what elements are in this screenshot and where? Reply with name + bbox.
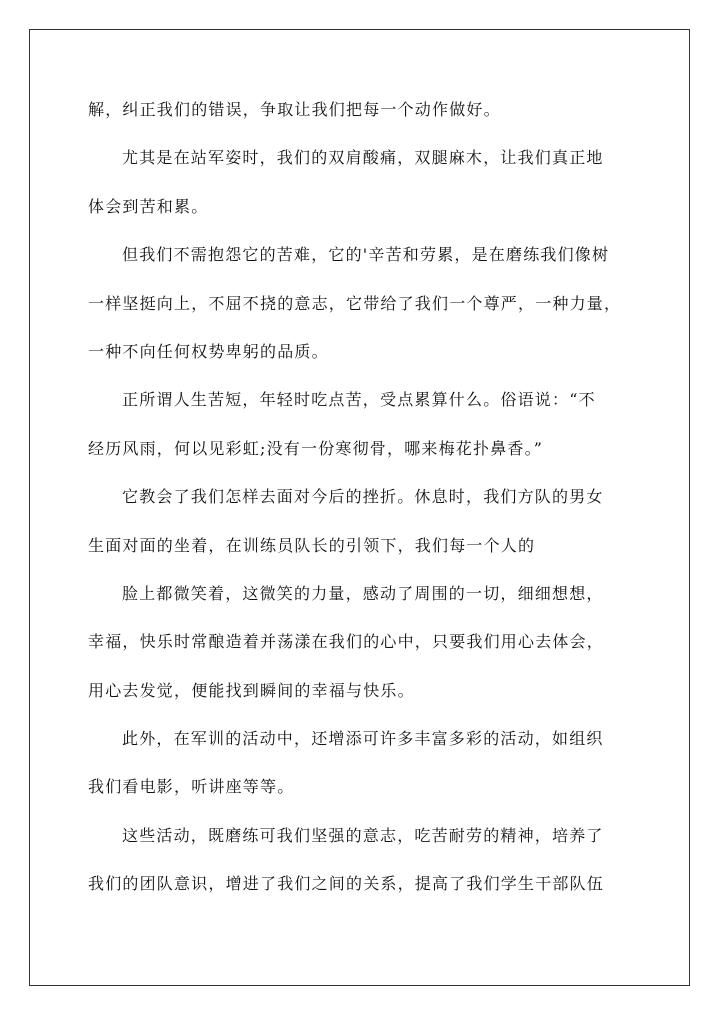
text-line: 一种不向任何权势卑躬的品质。 [88,341,329,361]
text-line: 这些活动，既磨练可我们坚强的意志，吃苦耐劳的精神，培养了 [122,825,604,845]
text-line: 但我们不需抱怨它的苦难，它的'辛苦和劳累，是在磨练我们像树 [122,245,610,265]
text-line: 尤其是在站军姿时，我们的双肩酸痛，双腿麻木，让我们真正地 [122,148,604,168]
text-line: 一样坚挺向上，不屈不挠的意志，它带给了我们一个尊严，一种力量， [88,293,622,313]
text-line: 用心去发觉，便能找到瞬间的幸福与快乐。 [88,680,415,700]
text-line: 正所谓人生苦短，年轻时吃点苦，受点累算什么。俗语说：“不 [122,390,596,410]
text-line: 它教会了我们怎样去面对今后的挫折。休息时，我们方队的男女 [122,487,604,507]
text-line: 幸福，快乐时常酿造着并荡漾在我们的心中，只要我们用心去体会， [88,632,605,652]
text-line: 体会到苦和累。 [88,196,209,216]
text-line: 经历风雨，何以见彩虹;没有一份寒彻骨，哪来梅花扑鼻香。” [88,438,544,458]
text-line: 脸上都微笑着，这微笑的力量，感动了周围的一切，细细想想， [122,583,604,603]
text-line: 生面对面的坐着，在训练员队长的引领下，我们每一个人的 [88,535,536,555]
text-line: 解，纠正我们的错误，争取让我们把每一个动作做好。 [88,100,501,119]
document-body [88,92,638,915]
text-line: 我们看电影，听讲座等等。 [88,777,295,797]
text-line: 此外，在军训的活动中，还增添可许多丰富多彩的活动，如组织 [122,729,604,749]
text-line: 我们的团队意识，增进了我们之间的关系，提高了我们学生干部队伍 [88,874,605,894]
